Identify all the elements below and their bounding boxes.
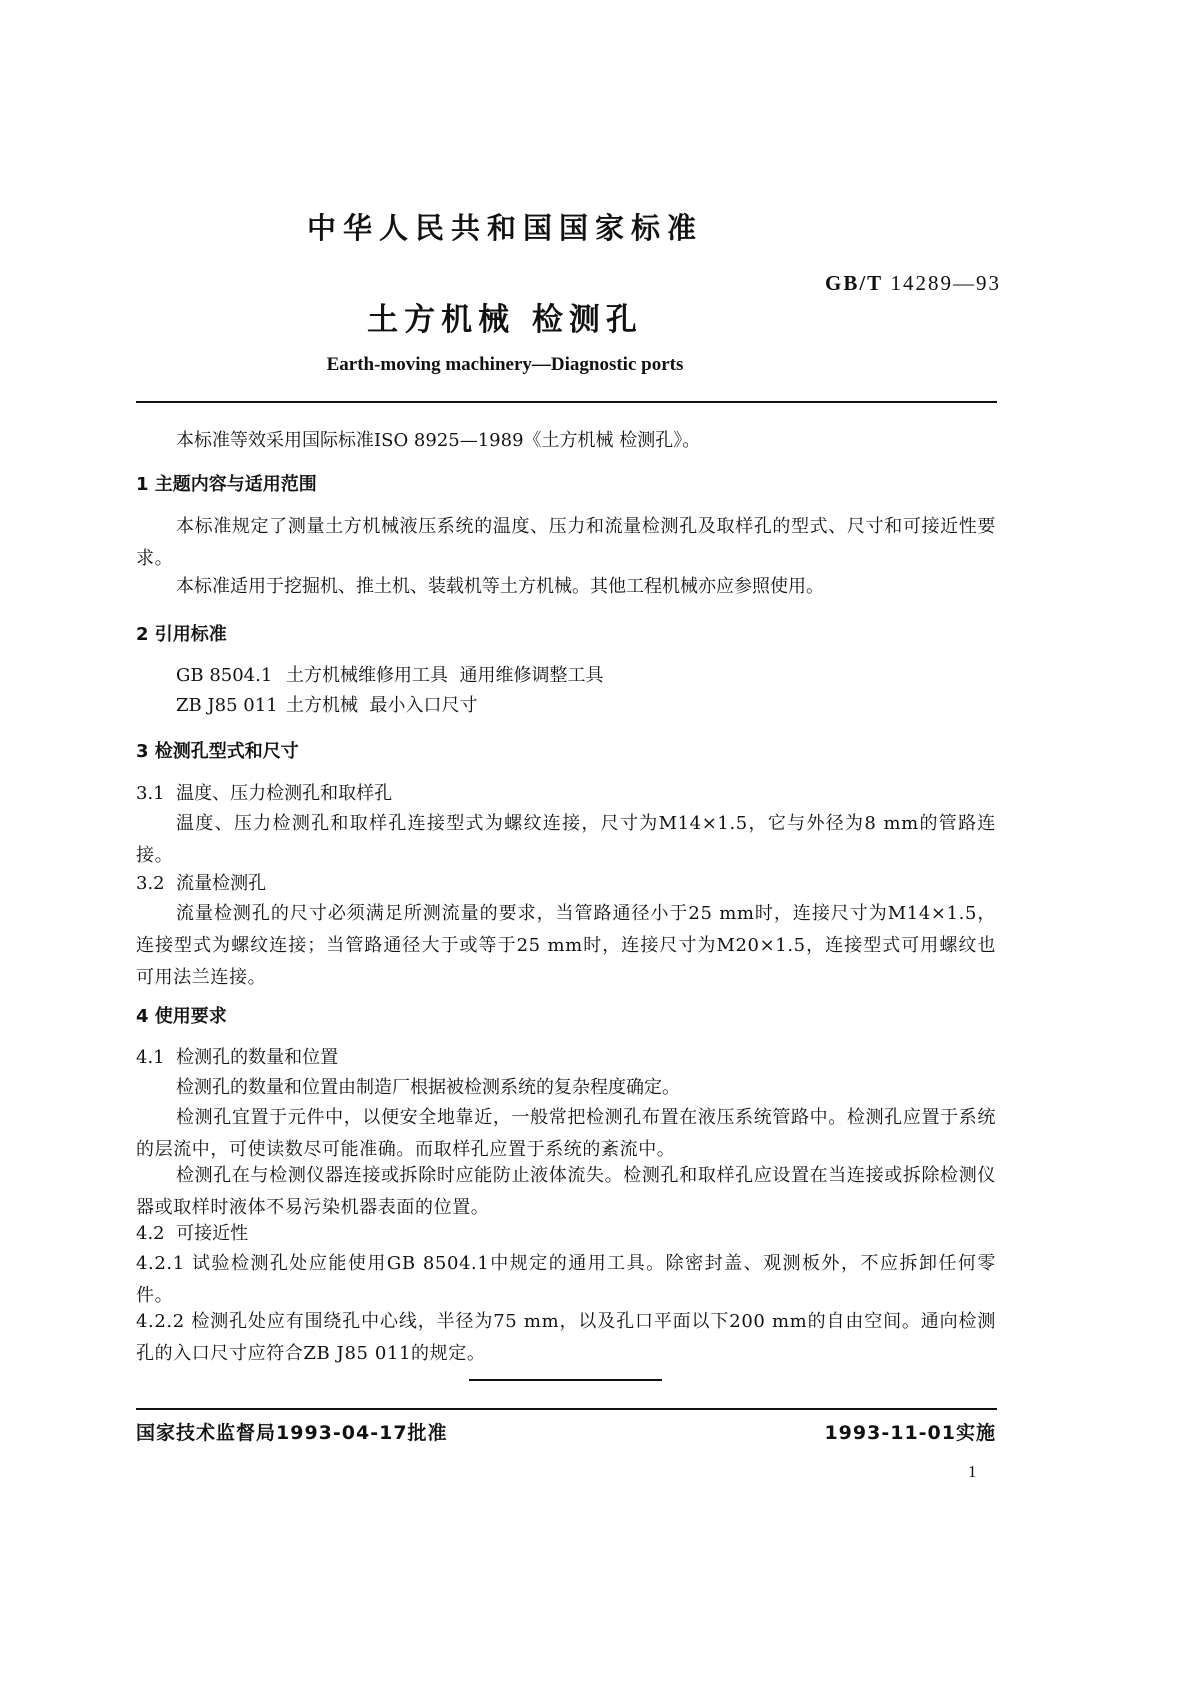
code-number: 14289—93 [890,271,1001,295]
header-divider [136,401,997,403]
subsection-4-1-paragraph-2: 检测孔宜置于元件中，以便安全地靠近，一般常把检测孔布置在液压系统管路中。检测孔应置于系统的层流中，可使读数尽可能准确。而取样孔应置于系统的紊流中。 [136,1107,996,1160]
section-1-paragraph-2: 本标准适用于挖掘机、推土机、装载机等土方机械。其他工程机械亦应参照使用。 [176,576,824,597]
subsection-4-2-heading: 4.2 可接近性 [136,1223,249,1244]
subsection-4-2-2-paragraph: 4.2.2 检测孔处应有围绕孔中心线，半径为75 mm，以及孔口平面以下200 mm的自由空间。通向检测孔的入口尺寸应符合ZB J85 011的规定。 [136,1311,996,1364]
approval-note: 国家技术监督局1993-04-17批准 [136,1422,448,1444]
section-2-heading: 2 引用标准 [136,624,227,645]
end-of-text-rule [469,1379,662,1381]
reference-1-title: 土方机械维修用工具 通用维修调整工具 [286,665,604,686]
implementation-date: 1993-11-01实施 [824,1422,996,1444]
section-1-heading: 1 主题内容与适用范围 [136,474,317,495]
standard-code [825,271,1001,296]
reference-2-code: ZB J85 011 [176,695,278,716]
reference-2-title: 土方机械 最小入口尺寸 [286,695,478,716]
subsection-3-1-paragraph: 温度、压力检测孔和取样孔连接型式为螺纹连接，尺寸为M14×1.5，它与外径为8 mm的管路连接。 [136,813,996,866]
subsection-4-1-heading: 4.1 检测孔的数量和位置 [136,1047,339,1068]
section-4-heading: 4 使用要求 [136,1006,227,1027]
subsection-3-2-heading: 3.2 流量检测孔 [136,873,267,894]
page-number: 1 [968,1462,977,1481]
subsection-3-1-heading: 3.1 温度、压力检测孔和取样孔 [136,783,393,804]
subsection-4-2-1-paragraph: 4.2.1 试验检测孔处应能使用GB 8504.1中规定的通用工具。除密封盖、观测板外，不应拆卸任何零件。 [136,1253,996,1306]
national-standard-heading: 中华人民共和国国家标准 [306,211,703,245]
subsection-3-2-paragraph: 流量检测孔的尺寸必须满足所测流量的要求，当管路通径小于25 mm时，连接尺寸为M14×1.5，连接型式为螺纹连接；当管路通径大于或等于25 mm时，连接尺寸为M20×1.5，连接型式可用螺纹也可用法兰连接。 [136,903,996,988]
subsection-4-1-paragraph-3: 检测孔在与检测仪器连接或拆除时应能防止液体流失。检测孔和取样孔应设置在当连接或拆除检测仪器或取样时液体不易污染机器表面的位置。 [136,1165,996,1218]
document-title-cn: 土方机械 检测孔 [367,302,643,338]
reference-1-code: GB 8504.1 [176,665,273,686]
code-prefix: GB/T [825,271,884,295]
section-1-paragraph-1: 本标准规定了测量土方机械液压系统的温度、压力和流量检测孔及取样孔的型式、尺寸和可接近性要求。 [136,516,996,569]
subsection-4-1-paragraph-1: 检测孔的数量和位置由制造厂根据被检测系统的复杂程度确定。 [176,1077,680,1098]
intro-text: 本标准等效采用国际标准ISO 8925—1989《土方机械 检测孔》。 [176,430,701,451]
section-3-heading: 3 检测孔型式和尺寸 [136,741,299,762]
footer-divider [136,1408,997,1410]
document-title-en: Earth-moving machinery—Diagnostic ports [326,354,684,375]
